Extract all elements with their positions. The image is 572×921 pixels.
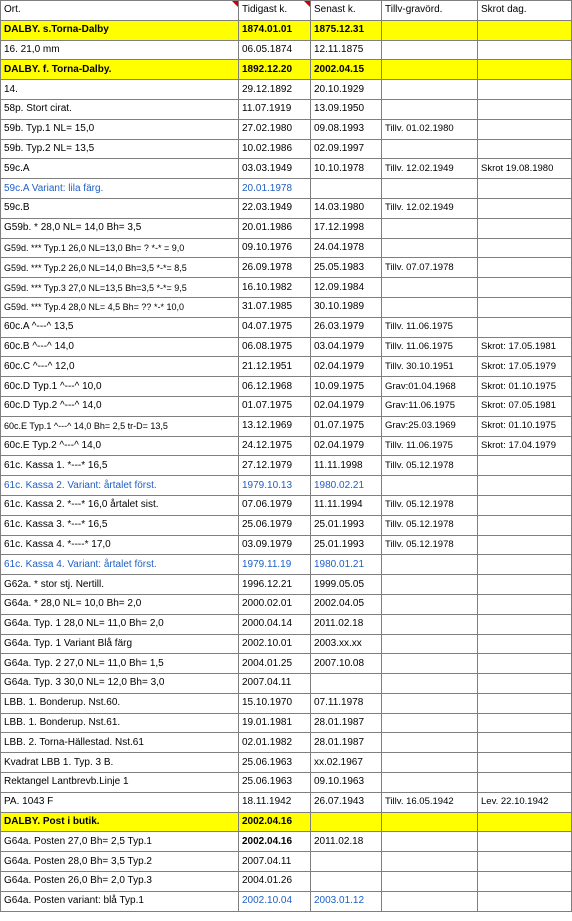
cell-senast[interactable] — [311, 852, 382, 872]
cell-skrot-dag[interactable] — [478, 872, 572, 892]
table-row — [1, 119, 572, 139]
cell-tillv-gravord[interactable] — [382, 238, 478, 258]
cell-tillv-gravord[interactable] — [382, 733, 478, 753]
cell-tidigast[interactable]: 24.12.1975 — [239, 436, 311, 456]
table-row — [1, 258, 572, 278]
table-row — [1, 832, 572, 852]
table-row — [1, 139, 572, 159]
cell-ort[interactable]: 59c.A — [1, 159, 239, 179]
cell-skrot-dag[interactable]: Skrot: 07.05.1981 — [478, 396, 572, 416]
cell-senast[interactable]: 2003.01.12 — [311, 891, 382, 911]
cell-tidigast[interactable]: 20.01.1978 — [239, 179, 311, 199]
cell-ort[interactable]: 61c. Kassa 4. Variant: årtalet först. — [1, 555, 239, 575]
cell-senast[interactable]: 02.04.1979 — [311, 396, 382, 416]
table-row — [1, 377, 572, 397]
cell-ort[interactable]: 61c. Kassa 2. Variant: årtalet först. — [1, 476, 239, 496]
cell-tillv-gravord[interactable] — [382, 654, 478, 674]
cell-skrot-dag[interactable] — [478, 80, 572, 100]
cell-skrot-dag[interactable] — [478, 456, 572, 476]
table-row — [1, 495, 572, 515]
cell-ort[interactable]: 60c.B ^---^ 14,0 — [1, 337, 239, 357]
cell-senast[interactable]: 28.01.1987 — [311, 733, 382, 753]
cell-tidigast[interactable]: 19.01.1981 — [239, 713, 311, 733]
cell-tidigast[interactable]: 22.03.1949 — [239, 198, 311, 218]
cell-tillv-gravord[interactable]: Tillv. 05.12.1978 — [382, 456, 478, 476]
cell-tillv-gravord[interactable] — [382, 555, 478, 575]
cell-ort[interactable]: 60c.A ^---^ 13,5 — [1, 317, 239, 337]
cell-tillv-gravord[interactable] — [382, 80, 478, 100]
cell-skrot-dag[interactable] — [478, 575, 572, 595]
cell-tidigast[interactable]: 31.07.1985 — [239, 297, 311, 317]
cell-senast[interactable]: 17.12.1998 — [311, 218, 382, 238]
cell-skrot-dag[interactable] — [478, 535, 572, 555]
cell-senast[interactable]: 03.04.1979 — [311, 337, 382, 357]
cell-ort[interactable]: 60c.C ^---^ 12,0 — [1, 357, 239, 377]
cell-skrot-dag[interactable] — [478, 614, 572, 634]
cell-skrot-dag[interactable] — [478, 218, 572, 238]
table-row — [1, 159, 572, 179]
cell-senast[interactable]: 12.11.1875 — [311, 40, 382, 60]
cell-senast[interactable]: 26.07.1943 — [311, 792, 382, 812]
cell-ort[interactable]: G64a. * 28,0 NL= 10,0 Bh= 2,0 — [1, 594, 239, 614]
cell-tidigast[interactable]: 2002.04.16 — [239, 812, 311, 832]
cell-ort[interactable]: G64a. Posten 28,0 Bh= 3,5 Typ.2 — [1, 852, 239, 872]
cell-senast[interactable]: 30.10.1989 — [311, 297, 382, 317]
cell-tillv-gravord[interactable] — [382, 713, 478, 733]
cell-tillv-gravord[interactable] — [382, 872, 478, 892]
cell-tillv-gravord[interactable]: Tillv. 11.06.1975 — [382, 436, 478, 456]
table-row — [1, 456, 572, 476]
cell-tidigast[interactable]: 25.06.1963 — [239, 773, 311, 793]
header-row — [1, 1, 572, 21]
cell-tidigast[interactable]: 29.12.1892 — [239, 80, 311, 100]
cell-tidigast[interactable]: 27.12.1979 — [239, 456, 311, 476]
cell-tidigast[interactable]: 01.07.1975 — [239, 396, 311, 416]
cell-skrot-dag[interactable] — [478, 852, 572, 872]
cell-skrot-dag[interactable] — [478, 634, 572, 654]
cell-skrot-dag[interactable] — [478, 119, 572, 139]
cell-tillv-gravord[interactable] — [382, 297, 478, 317]
cell-tidigast[interactable]: 2002.10.01 — [239, 634, 311, 654]
cell-senast[interactable]: 28.01.1987 — [311, 713, 382, 733]
cell-senast[interactable]: 1980.01.21 — [311, 555, 382, 575]
table-row — [1, 634, 572, 654]
cell-senast[interactable]: xx.02.1967 — [311, 753, 382, 773]
cell-skrot-dag[interactable] — [478, 198, 572, 218]
cell-senast[interactable]: 26.03.1979 — [311, 317, 382, 337]
cell-skrot-dag[interactable] — [478, 60, 572, 80]
cell-tidigast[interactable]: 2004.01.25 — [239, 654, 311, 674]
cell-tidigast[interactable]: 1996.12.21 — [239, 575, 311, 595]
cell-tillv-gravord[interactable] — [382, 575, 478, 595]
cell-senast[interactable]: 10.10.1978 — [311, 159, 382, 179]
cell-senast[interactable]: 1980.02.21 — [311, 476, 382, 496]
cell-senast[interactable]: 25.05.1983 — [311, 258, 382, 278]
cell-tillv-gravord[interactable]: Tillv. 16.05.1942 — [382, 792, 478, 812]
cell-senast[interactable]: 24.04.1978 — [311, 238, 382, 258]
table-row — [1, 297, 572, 317]
cell-tillv-gravord[interactable]: Grav:11.06.1975 — [382, 396, 478, 416]
cell-tidigast[interactable]: 2000.04.14 — [239, 614, 311, 634]
cell-tillv-gravord[interactable]: Tillv. 11.06.1975 — [382, 317, 478, 337]
table-row — [1, 713, 572, 733]
cell-ort[interactable]: G59d. *** Typ.1 26,0 NL=13,0 Bh= ? *-* = 9,0 — [1, 238, 239, 258]
cell-skrot-dag[interactable] — [478, 515, 572, 535]
cell-ort[interactable]: G59b. * 28,0 NL= 14,0 Bh= 3,5 — [1, 218, 239, 238]
table-body — [1, 20, 572, 911]
cell-tillv-gravord[interactable]: Grav:25.03.1969 — [382, 416, 478, 436]
cell-ort[interactable]: G59d. *** Typ.4 28,0 NL= 4,5 Bh= ?? *-* 10,0 — [1, 297, 239, 317]
cell-tidigast[interactable]: 26.09.1978 — [239, 258, 311, 278]
table-row — [1, 337, 572, 357]
cell-tillv-gravord[interactable] — [382, 832, 478, 852]
table-row — [1, 396, 572, 416]
cell-tidigast[interactable]: 1874.01.01 — [239, 20, 311, 40]
table-row — [1, 852, 572, 872]
cell-skrot-dag[interactable] — [478, 99, 572, 119]
cell-ort[interactable]: 59c.A Variant: lila färg. — [1, 179, 239, 199]
cell-tidigast[interactable]: 04.07.1975 — [239, 317, 311, 337]
cell-skrot-dag[interactable] — [478, 179, 572, 199]
table-row — [1, 476, 572, 496]
cell-tillv-gravord[interactable]: Tillv. 12.02.1949 — [382, 159, 478, 179]
cell-skrot-dag[interactable] — [478, 278, 572, 298]
cell-skrot-dag[interactable] — [478, 297, 572, 317]
cell-tillv-gravord[interactable] — [382, 773, 478, 793]
cell-tidigast[interactable]: 02.01.1982 — [239, 733, 311, 753]
cell-senast[interactable]: 09.08.1993 — [311, 119, 382, 139]
cell-tidigast[interactable]: 20.01.1986 — [239, 218, 311, 238]
cell-ort[interactable]: Kvadrat LBB 1. Typ. 3 B. — [1, 753, 239, 773]
cell-skrot-dag[interactable] — [478, 20, 572, 40]
cell-ort[interactable]: 60c.D Typ.1 ^---^ 10,0 — [1, 377, 239, 397]
cell-tillv-gravord[interactable] — [382, 278, 478, 298]
cell-tidigast[interactable]: 06.08.1975 — [239, 337, 311, 357]
cell-tillv-gravord[interactable]: Tillv. 05.12.1978 — [382, 495, 478, 515]
cell-senast[interactable]: 09.10.1963 — [311, 773, 382, 793]
cell-ort[interactable]: DALBY. Post i butik. — [1, 812, 239, 832]
cell-tillv-gravord[interactable]: Tillv. 07.07.1978 — [382, 258, 478, 278]
cell-ort[interactable]: 60c.E Typ.2 ^---^ 14,0 — [1, 436, 239, 456]
cell-ort[interactable]: DALBY. s.Torna-Dalby — [1, 20, 239, 40]
cell-tidigast[interactable]: 25.06.1979 — [239, 515, 311, 535]
cell-senast[interactable] — [311, 674, 382, 694]
cell-senast[interactable]: 01.07.1975 — [311, 416, 382, 436]
cell-tillv-gravord[interactable] — [382, 20, 478, 40]
table-row — [1, 693, 572, 713]
table-row — [1, 357, 572, 377]
cell-tidigast[interactable]: 10.02.1986 — [239, 139, 311, 159]
cell-tidigast[interactable]: 06.12.1968 — [239, 377, 311, 397]
cell-tidigast[interactable]: 25.06.1963 — [239, 753, 311, 773]
cell-tidigast[interactable]: 2007.04.11 — [239, 674, 311, 694]
table-row — [1, 773, 572, 793]
cell-tillv-gravord[interactable] — [382, 218, 478, 238]
table-row — [1, 674, 572, 694]
cell-ort[interactable]: G62a. * stor stj. Nertill. — [1, 575, 239, 595]
cell-skrot-dag[interactable] — [478, 832, 572, 852]
cell-skrot-dag[interactable] — [478, 495, 572, 515]
cell-ort[interactable]: G59d. *** Typ.3 27,0 NL=13,5 Bh=3,5 *-*= 9,5 — [1, 278, 239, 298]
cell-tidigast[interactable]: 15.10.1970 — [239, 693, 311, 713]
cell-ort[interactable]: G64a. Typ. 1 28,0 NL= 11,0 Bh= 2,0 — [1, 614, 239, 634]
cell-senast[interactable]: 1999.05.05 — [311, 575, 382, 595]
cell-ort[interactable]: G64a. Posten variant: blå Typ.1 — [1, 891, 239, 911]
cell-tidigast[interactable]: 1892.12.20 — [239, 60, 311, 80]
table-row — [1, 575, 572, 595]
cell-senast[interactable]: 10.09.1975 — [311, 377, 382, 397]
cell-senast[interactable] — [311, 812, 382, 832]
cell-senast[interactable]: 07.11.1978 — [311, 693, 382, 713]
cell-senast[interactable] — [311, 872, 382, 892]
table-row — [1, 792, 572, 812]
cell-senast[interactable]: 2011.02.18 — [311, 832, 382, 852]
header-cell-ort[interactable]: Ort. — [1, 1, 239, 21]
cell-skrot-dag[interactable] — [478, 238, 572, 258]
cell-ort[interactable]: 59c.B — [1, 198, 239, 218]
cell-senast[interactable]: 11.11.1998 — [311, 456, 382, 476]
cell-tidigast[interactable]: 2000.02.01 — [239, 594, 311, 614]
cell-tillv-gravord[interactable] — [382, 614, 478, 634]
cell-skrot-dag[interactable] — [478, 139, 572, 159]
cell-tidigast[interactable]: 13.12.1969 — [239, 416, 311, 436]
cell-tidigast[interactable]: 1979.10.13 — [239, 476, 311, 496]
cell-tidigast[interactable]: 06.05.1874 — [239, 40, 311, 60]
table-row — [1, 99, 572, 119]
cell-skrot-dag[interactable]: Lev. 22.10.1942 — [478, 792, 572, 812]
cell-ort[interactable]: G64a. Posten 27,0 Bh= 2,5 Typ.1 — [1, 832, 239, 852]
table-row — [1, 198, 572, 218]
cell-tidigast[interactable]: 2004.01.26 — [239, 872, 311, 892]
cell-skrot-dag[interactable]: Skrot: 01.10.1975 — [478, 377, 572, 397]
cell-tillv-gravord[interactable]: Tillv. 30.10.1951 — [382, 357, 478, 377]
cell-tillv-gravord[interactable]: Tillv. 05.12.1978 — [382, 515, 478, 535]
cell-senast[interactable]: 02.04.1979 — [311, 357, 382, 377]
cell-skrot-dag[interactable] — [478, 317, 572, 337]
cell-skrot-dag[interactable] — [478, 773, 572, 793]
cell-ort[interactable]: LBB. 1. Bonderup. Nst.60. — [1, 693, 239, 713]
cell-ort[interactable]: 61c. Kassa 3. *---* 16,5 — [1, 515, 239, 535]
cell-senast[interactable]: 20.10.1929 — [311, 80, 382, 100]
table-row — [1, 317, 572, 337]
cell-ort[interactable]: LBB. 1. Bonderup. Nst.61. — [1, 713, 239, 733]
table-row — [1, 40, 572, 60]
cell-tillv-gravord[interactable] — [382, 812, 478, 832]
cell-tillv-gravord[interactable] — [382, 852, 478, 872]
cell-tillv-gravord[interactable] — [382, 179, 478, 199]
cell-skrot-dag[interactable] — [478, 733, 572, 753]
cell-tillv-gravord[interactable]: Grav:01.04.1968 — [382, 377, 478, 397]
cell-tidigast[interactable]: 07.06.1979 — [239, 495, 311, 515]
cell-tillv-gravord[interactable] — [382, 60, 478, 80]
table-row — [1, 218, 572, 238]
cell-ort[interactable]: G64a. Typ. 2 27,0 NL= 11,0 Bh= 1,5 — [1, 654, 239, 674]
cell-senast[interactable]: 02.04.1979 — [311, 436, 382, 456]
cell-ort[interactable]: LBB. 2. Torna-Hällestad. Nst.61 — [1, 733, 239, 753]
cell-ort[interactable]: 61c. Kassa 1. *---* 16,5 — [1, 456, 239, 476]
header-cell-skrot-dag[interactable]: Skrot dag. — [478, 1, 572, 21]
cell-skrot-dag[interactable] — [478, 40, 572, 60]
table-row — [1, 416, 572, 436]
cell-ort[interactable]: DALBY. f. Torna-Dalby. — [1, 60, 239, 80]
cell-senast[interactable]: 13.09.1950 — [311, 99, 382, 119]
cell-ort[interactable]: G59d. *** Typ.2 26,0 NL=14,0 Bh=3,5 *-*= 8,5 — [1, 258, 239, 278]
cell-skrot-dag[interactable] — [478, 555, 572, 575]
header-cell-tillv-gravord[interactable]: Tillv-gravörd. — [382, 1, 478, 21]
cell-tidigast[interactable]: 21.12.1951 — [239, 357, 311, 377]
cell-tillv-gravord[interactable]: Tillv. 12.02.1949 — [382, 198, 478, 218]
cell-tidigast[interactable]: 03.09.1979 — [239, 535, 311, 555]
cell-ort[interactable]: 59b. Typ.1 NL= 15,0 — [1, 119, 239, 139]
cell-skrot-dag[interactable] — [478, 258, 572, 278]
cell-ort[interactable]: 58p. Stort cirat. — [1, 99, 239, 119]
cell-ort[interactable]: 14. — [1, 80, 239, 100]
cell-skrot-dag[interactable] — [478, 594, 572, 614]
cell-ort[interactable]: G64a. Typ. 1 Variant Blå färg — [1, 634, 239, 654]
cell-tillv-gravord[interactable] — [382, 594, 478, 614]
cell-ort[interactable]: 61c. Kassa 2. *---* 16,0 årtalet sist. — [1, 495, 239, 515]
cell-tidigast[interactable]: 16.10.1982 — [239, 278, 311, 298]
cell-tidigast[interactable]: 2007.04.11 — [239, 852, 311, 872]
table-row — [1, 80, 572, 100]
cell-skrot-dag[interactable] — [478, 713, 572, 733]
cell-senast[interactable]: 1875.12.31 — [311, 20, 382, 40]
table-row — [1, 278, 572, 298]
header-cell-tidigast[interactable]: Tidigast k. — [239, 1, 311, 21]
cell-tillv-gravord[interactable] — [382, 139, 478, 159]
cell-tillv-gravord[interactable]: Tillv. 01.02.1980 — [382, 119, 478, 139]
cell-tidigast[interactable]: 09.10.1976 — [239, 238, 311, 258]
cell-tillv-gravord[interactable]: Tillv. 11.06.1975 — [382, 337, 478, 357]
cell-tillv-gravord[interactable] — [382, 693, 478, 713]
header-cell-senast[interactable]: Senast k. — [311, 1, 382, 21]
table-row — [1, 515, 572, 535]
cell-skrot-dag[interactable] — [478, 654, 572, 674]
cell-tidigast[interactable]: 2002.10.04 — [239, 891, 311, 911]
cell-skrot-dag[interactable]: Skrot: 01.10.1975 — [478, 416, 572, 436]
cell-senast[interactable]: 25.01.1993 — [311, 515, 382, 535]
cell-ort[interactable]: G64a. Typ. 3 30,0 NL= 12,0 Bh= 3,0 — [1, 674, 239, 694]
cell-senast[interactable]: 25.01.1993 — [311, 535, 382, 555]
cell-ort[interactable]: Rektangel Lantbrevb.Linje 1 — [1, 773, 239, 793]
table-row — [1, 812, 572, 832]
cell-skrot-dag[interactable] — [478, 753, 572, 773]
cell-tillv-gravord[interactable] — [382, 891, 478, 911]
table-row — [1, 555, 572, 575]
cell-tidigast[interactable]: 27.02.1980 — [239, 119, 311, 139]
cell-tidigast[interactable]: 11.07.1919 — [239, 99, 311, 119]
cell-senast[interactable]: 2002.04.05 — [311, 594, 382, 614]
table-row — [1, 654, 572, 674]
cell-tidigast[interactable]: 03.03.1949 — [239, 159, 311, 179]
table-row — [1, 238, 572, 258]
table-row — [1, 436, 572, 456]
table-row — [1, 60, 572, 80]
table-row — [1, 594, 572, 614]
cell-senast[interactable] — [311, 179, 382, 199]
cell-ort[interactable]: 59b. Typ.2 NL= 13,5 — [1, 139, 239, 159]
cell-ort[interactable]: PA. 1043 F — [1, 792, 239, 812]
cell-ort[interactable]: 16. 21,0 mm — [1, 40, 239, 60]
cell-senast[interactable]: 14.03.1980 — [311, 198, 382, 218]
table-row — [1, 733, 572, 753]
cell-skrot-dag[interactable] — [478, 812, 572, 832]
cell-senast[interactable]: 2007.10.08 — [311, 654, 382, 674]
cell-tillv-gravord[interactable] — [382, 753, 478, 773]
cell-skrot-dag[interactable] — [478, 891, 572, 911]
table-row — [1, 20, 572, 40]
cell-senast[interactable]: 11.11.1994 — [311, 495, 382, 515]
cell-ort[interactable]: 61c. Kassa 4. *----* 17,0 — [1, 535, 239, 555]
cell-skrot-dag[interactable]: Skrot 19.08.1980 — [478, 159, 572, 179]
cell-senast[interactable]: 2002.04.15 — [311, 60, 382, 80]
table-row — [1, 872, 572, 892]
table-row — [1, 535, 572, 555]
cell-tillv-gravord[interactable] — [382, 634, 478, 654]
cell-senast[interactable]: 2003.xx.xx — [311, 634, 382, 654]
cell-ort[interactable]: 60c.D Typ.2 ^---^ 14,0 — [1, 396, 239, 416]
cell-senast[interactable]: 02.09.1997 — [311, 139, 382, 159]
cell-tillv-gravord[interactable] — [382, 99, 478, 119]
cell-tidigast[interactable]: 2002.04.16 — [239, 832, 311, 852]
table-row — [1, 891, 572, 911]
cell-skrot-dag[interactable] — [478, 693, 572, 713]
cell-ort[interactable]: 60c.E Typ.1 ^---^ 14,0 Bh= 2,5 tr-D= 13,5 — [1, 416, 239, 436]
cell-skrot-dag[interactable] — [478, 674, 572, 694]
cell-tillv-gravord[interactable] — [382, 674, 478, 694]
cell-skrot-dag[interactable]: Skrot: 17.05.1981 — [478, 337, 572, 357]
cell-skrot-dag[interactable] — [478, 476, 572, 496]
cell-senast[interactable]: 12.09.1984 — [311, 278, 382, 298]
cell-tidigast[interactable]: 18.11.1942 — [239, 792, 311, 812]
cell-tillv-gravord[interactable] — [382, 476, 478, 496]
table-row — [1, 179, 572, 199]
cell-tidigast[interactable]: 1979.11.19 — [239, 555, 311, 575]
cell-tillv-gravord[interactable] — [382, 40, 478, 60]
cell-skrot-dag[interactable]: Skrot: 17.05.1979 — [478, 357, 572, 377]
table-row — [1, 753, 572, 773]
table-row — [1, 614, 572, 634]
cell-tillv-gravord[interactable]: Tillv. 05.12.1978 — [382, 535, 478, 555]
cell-skrot-dag[interactable]: Skrot: 17.04.1979 — [478, 436, 572, 456]
cell-ort[interactable]: G64a. Posten 26,0 Bh= 2,0 Typ.3 — [1, 872, 239, 892]
cell-senast[interactable]: 2011.02.18 — [311, 614, 382, 634]
